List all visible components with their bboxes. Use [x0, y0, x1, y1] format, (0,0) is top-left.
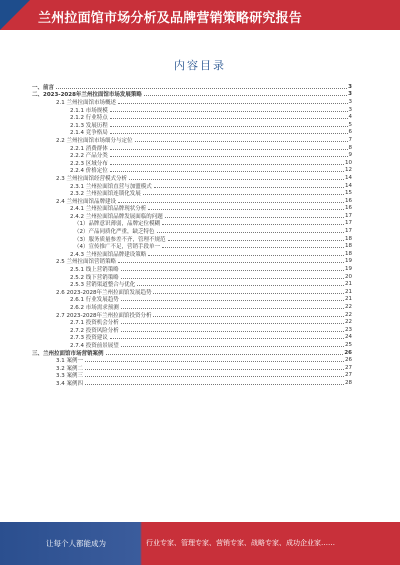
toc-entry-label: 2.2.3 区域分布	[70, 160, 108, 167]
toc-entry-page: 22	[345, 319, 352, 326]
toc-entry-page: 18	[345, 250, 352, 257]
table-of-contents	[32, 83, 352, 387]
toc-leader-dots	[148, 255, 344, 256]
toc-entry-label: 2.2.2 产品分类	[70, 153, 108, 160]
toc-leader-dots	[121, 323, 344, 324]
toc-entry-page: 12	[345, 167, 352, 174]
toc-entry-label: 2.5 兰州拉面馆营销策略	[56, 259, 116, 266]
toc-entry-page: 19	[345, 258, 352, 265]
toc-entry-label: （4）宣传推广不足，营销手段单一	[74, 244, 161, 251]
toc-entry-label: 2.1.1 市场规模	[70, 107, 108, 114]
toc-leader-dots	[110, 133, 348, 134]
toc-entry-label: 2.4.1 兰州拉面馆品牌现状分析	[70, 206, 147, 213]
toc-leader-dots	[129, 179, 344, 180]
toc-entry-page: 7	[348, 136, 352, 143]
toc-leader-dots	[154, 187, 344, 188]
toc-entry-label: 2.5.2 线下营销策略	[70, 274, 119, 281]
toc-leader-dots	[85, 361, 344, 362]
toc-entry-label: 2.1.3 发展历程	[70, 122, 108, 129]
toc-entry-page: 26	[344, 349, 352, 356]
toc-entry-page: 24	[345, 334, 352, 341]
toc-entry-label: 2.7.4 投资前景展望	[70, 342, 119, 349]
toc-entry-page: 14	[345, 182, 352, 189]
toc-entry-label: 2.1 兰州拉面馆市场概述	[56, 99, 116, 106]
toc-leader-dots	[162, 247, 344, 248]
toc-entry-label: 2.1.2 行业特点	[70, 115, 108, 122]
toc-leader-dots	[110, 149, 348, 150]
toc-entry-label: 3.1 案例一	[56, 358, 83, 365]
toc-entry-page: 17	[345, 220, 352, 227]
toc-leader-dots	[121, 346, 344, 347]
toc-leader-dots	[118, 103, 348, 104]
toc-entry-label: 2.3 兰州拉面馆经营模式分析	[56, 175, 127, 182]
toc-entry-page: 18	[345, 243, 352, 250]
toc-leader-dots	[144, 95, 347, 96]
toc-entry-page: 9	[348, 152, 352, 159]
toc-entry-page: 21	[345, 281, 352, 288]
toc-entry-label: 2.4.3 兰州拉面馆品牌建设策略	[70, 251, 147, 258]
footer-banner	[0, 522, 400, 565]
toc-entry-page: 17	[345, 212, 352, 219]
toc-leader-dots	[165, 217, 344, 218]
toc-entry-page: 20	[345, 273, 352, 280]
toc-entry-page: 22	[345, 311, 352, 318]
toc-entry-label: 2.2.4 价格定位	[70, 168, 108, 175]
toc-entry-label: 2.7.2 投资风险分析	[70, 327, 119, 334]
toc-entry-label: 3.2 案例二	[56, 365, 83, 372]
toc-entry-label: 2.1.4 竞争格局	[70, 130, 108, 137]
toc-entry-label: 三、兰州拉面馆市场营销案例	[32, 350, 104, 357]
toc-leader-dots	[121, 278, 344, 279]
toc-leader-dots	[110, 118, 348, 119]
toc-heading: 内容目录	[174, 59, 226, 72]
toc-entry-page: 16	[345, 205, 352, 212]
toc-leader-dots	[137, 285, 344, 286]
toc-entry-label: （3）服务质量参差不齐，管理不规范	[74, 236, 166, 243]
toc-leader-dots	[110, 338, 344, 339]
toc-leader-dots	[143, 194, 344, 195]
toc-entry-page: 4	[348, 114, 352, 121]
toc-leader-dots	[148, 209, 344, 210]
toc-entry-label: 2.7 2023-2028年兰州拉面馆投资分析	[56, 312, 152, 319]
toc-entry-label: 一、前言	[32, 84, 55, 91]
toc-entry-label: 2.6.2 市场需求预测	[70, 305, 119, 312]
report-title: 兰州拉面馆市场分析及品牌营销策略研究报告	[38, 11, 303, 26]
toc-entry-page: 3	[348, 91, 352, 98]
toc-entry-label: 2.3.1 兰州拉面馆直营与加盟模式	[70, 183, 152, 190]
toc-entry-label: 2.4 兰州拉面馆品牌建设	[56, 198, 116, 205]
toc-leader-dots	[85, 376, 344, 377]
toc-leader-dots	[118, 202, 344, 203]
toc-entry-page: 3	[348, 106, 352, 113]
toc-leader-dots	[85, 384, 344, 385]
toc-entry-page: 28	[345, 379, 352, 386]
toc-leader-dots	[110, 164, 344, 165]
footer-slogan-right: 行业专家、管理专家、营销专家、战略专家、成功企业家……	[146, 539, 335, 547]
toc-entry-page: 27	[345, 364, 352, 371]
toc-leader-dots	[153, 316, 344, 317]
toc-leader-dots	[118, 262, 344, 263]
toc-leader-dots	[106, 354, 344, 355]
toc-leader-dots	[85, 369, 344, 370]
toc-entry-page: 16	[345, 197, 352, 204]
toc-entry-label: （1）品牌意识薄弱，品牌定位模糊	[74, 221, 161, 228]
toc-entry-label: 3.3 案例三	[56, 373, 83, 380]
toc-entry-page: 10	[345, 159, 352, 166]
toc-entry-page: 19	[345, 266, 352, 273]
toc-entry-label: 2.6 2023-2028年兰州拉面馆发展趋势	[56, 289, 152, 296]
toc-entry-page: 6	[348, 129, 352, 136]
toc-leader-dots	[157, 232, 344, 233]
toc-leader-dots	[121, 300, 344, 301]
toc-leader-dots	[110, 171, 344, 172]
toc-entry-page: 25	[345, 341, 352, 348]
toc-entry-page: 5	[348, 121, 352, 128]
toc-leader-dots	[121, 331, 344, 332]
toc-entry-page: 27	[345, 372, 352, 379]
toc-leader-dots	[110, 156, 348, 157]
toc-entry-label: 2.6.1 行业发展趋势	[70, 297, 119, 304]
toc-leader-dots	[153, 293, 344, 294]
toc-entry-page: 18	[345, 235, 352, 242]
report-header	[0, 0, 400, 30]
toc-entry-page: 17	[345, 228, 352, 235]
toc-leader-dots	[110, 111, 348, 112]
toc-leader-dots	[135, 141, 348, 142]
toc-leader-dots	[121, 270, 344, 271]
toc-leader-dots	[110, 126, 348, 127]
toc-entry-page: 22	[345, 304, 352, 311]
toc-entry-page: 3	[348, 98, 352, 105]
toc-entry-label: 2.2 兰州拉面馆市场细分与定位	[56, 137, 133, 144]
toc-entry-page: 26	[345, 357, 352, 364]
toc-leader-dots	[168, 240, 344, 241]
toc-entry-page: 8	[348, 144, 352, 151]
toc-entry-page: 3	[348, 83, 352, 90]
toc-entry-label: 2.3.2 兰州拉面馆连锁化发展	[70, 191, 141, 198]
footer-slogan-left: 让每个人都能成为	[46, 539, 106, 548]
toc-entry-label: 2.5.3 营销渠道整合与优化	[70, 282, 136, 289]
toc-entry-label: 二、2023-2028年兰州拉面馆市场发展策略	[32, 92, 142, 99]
toc-entry-label: 3.4 案例四	[56, 380, 83, 387]
toc-entry-label: 2.7.1 投资机会分析	[70, 320, 119, 327]
toc-entry-page: 15	[345, 190, 352, 197]
toc-leader-dots	[162, 224, 344, 225]
toc-entry-page: 21	[345, 296, 352, 303]
toc-leader-dots	[56, 88, 347, 89]
toc-entry-label: 2.4.2 兰州拉面馆品牌发展面临的问题	[70, 213, 163, 220]
toc-entry-label: （2）产品同质化严重，缺乏特色	[74, 229, 155, 236]
toc-leader-dots	[121, 308, 344, 309]
header-accent	[0, 0, 30, 30]
toc-entry-label: 2.5.1 线上营销策略	[70, 267, 119, 274]
toc-entry-label: 2.2.1 消费群体	[70, 145, 108, 152]
toc-entry[interactable]	[32, 379, 352, 387]
toc-entry-page: 14	[345, 174, 352, 181]
toc-entry-page: 21	[345, 288, 352, 295]
toc-entry-label: 2.7.3 投资建议	[70, 335, 108, 342]
toc-entry-page: 23	[345, 326, 352, 333]
